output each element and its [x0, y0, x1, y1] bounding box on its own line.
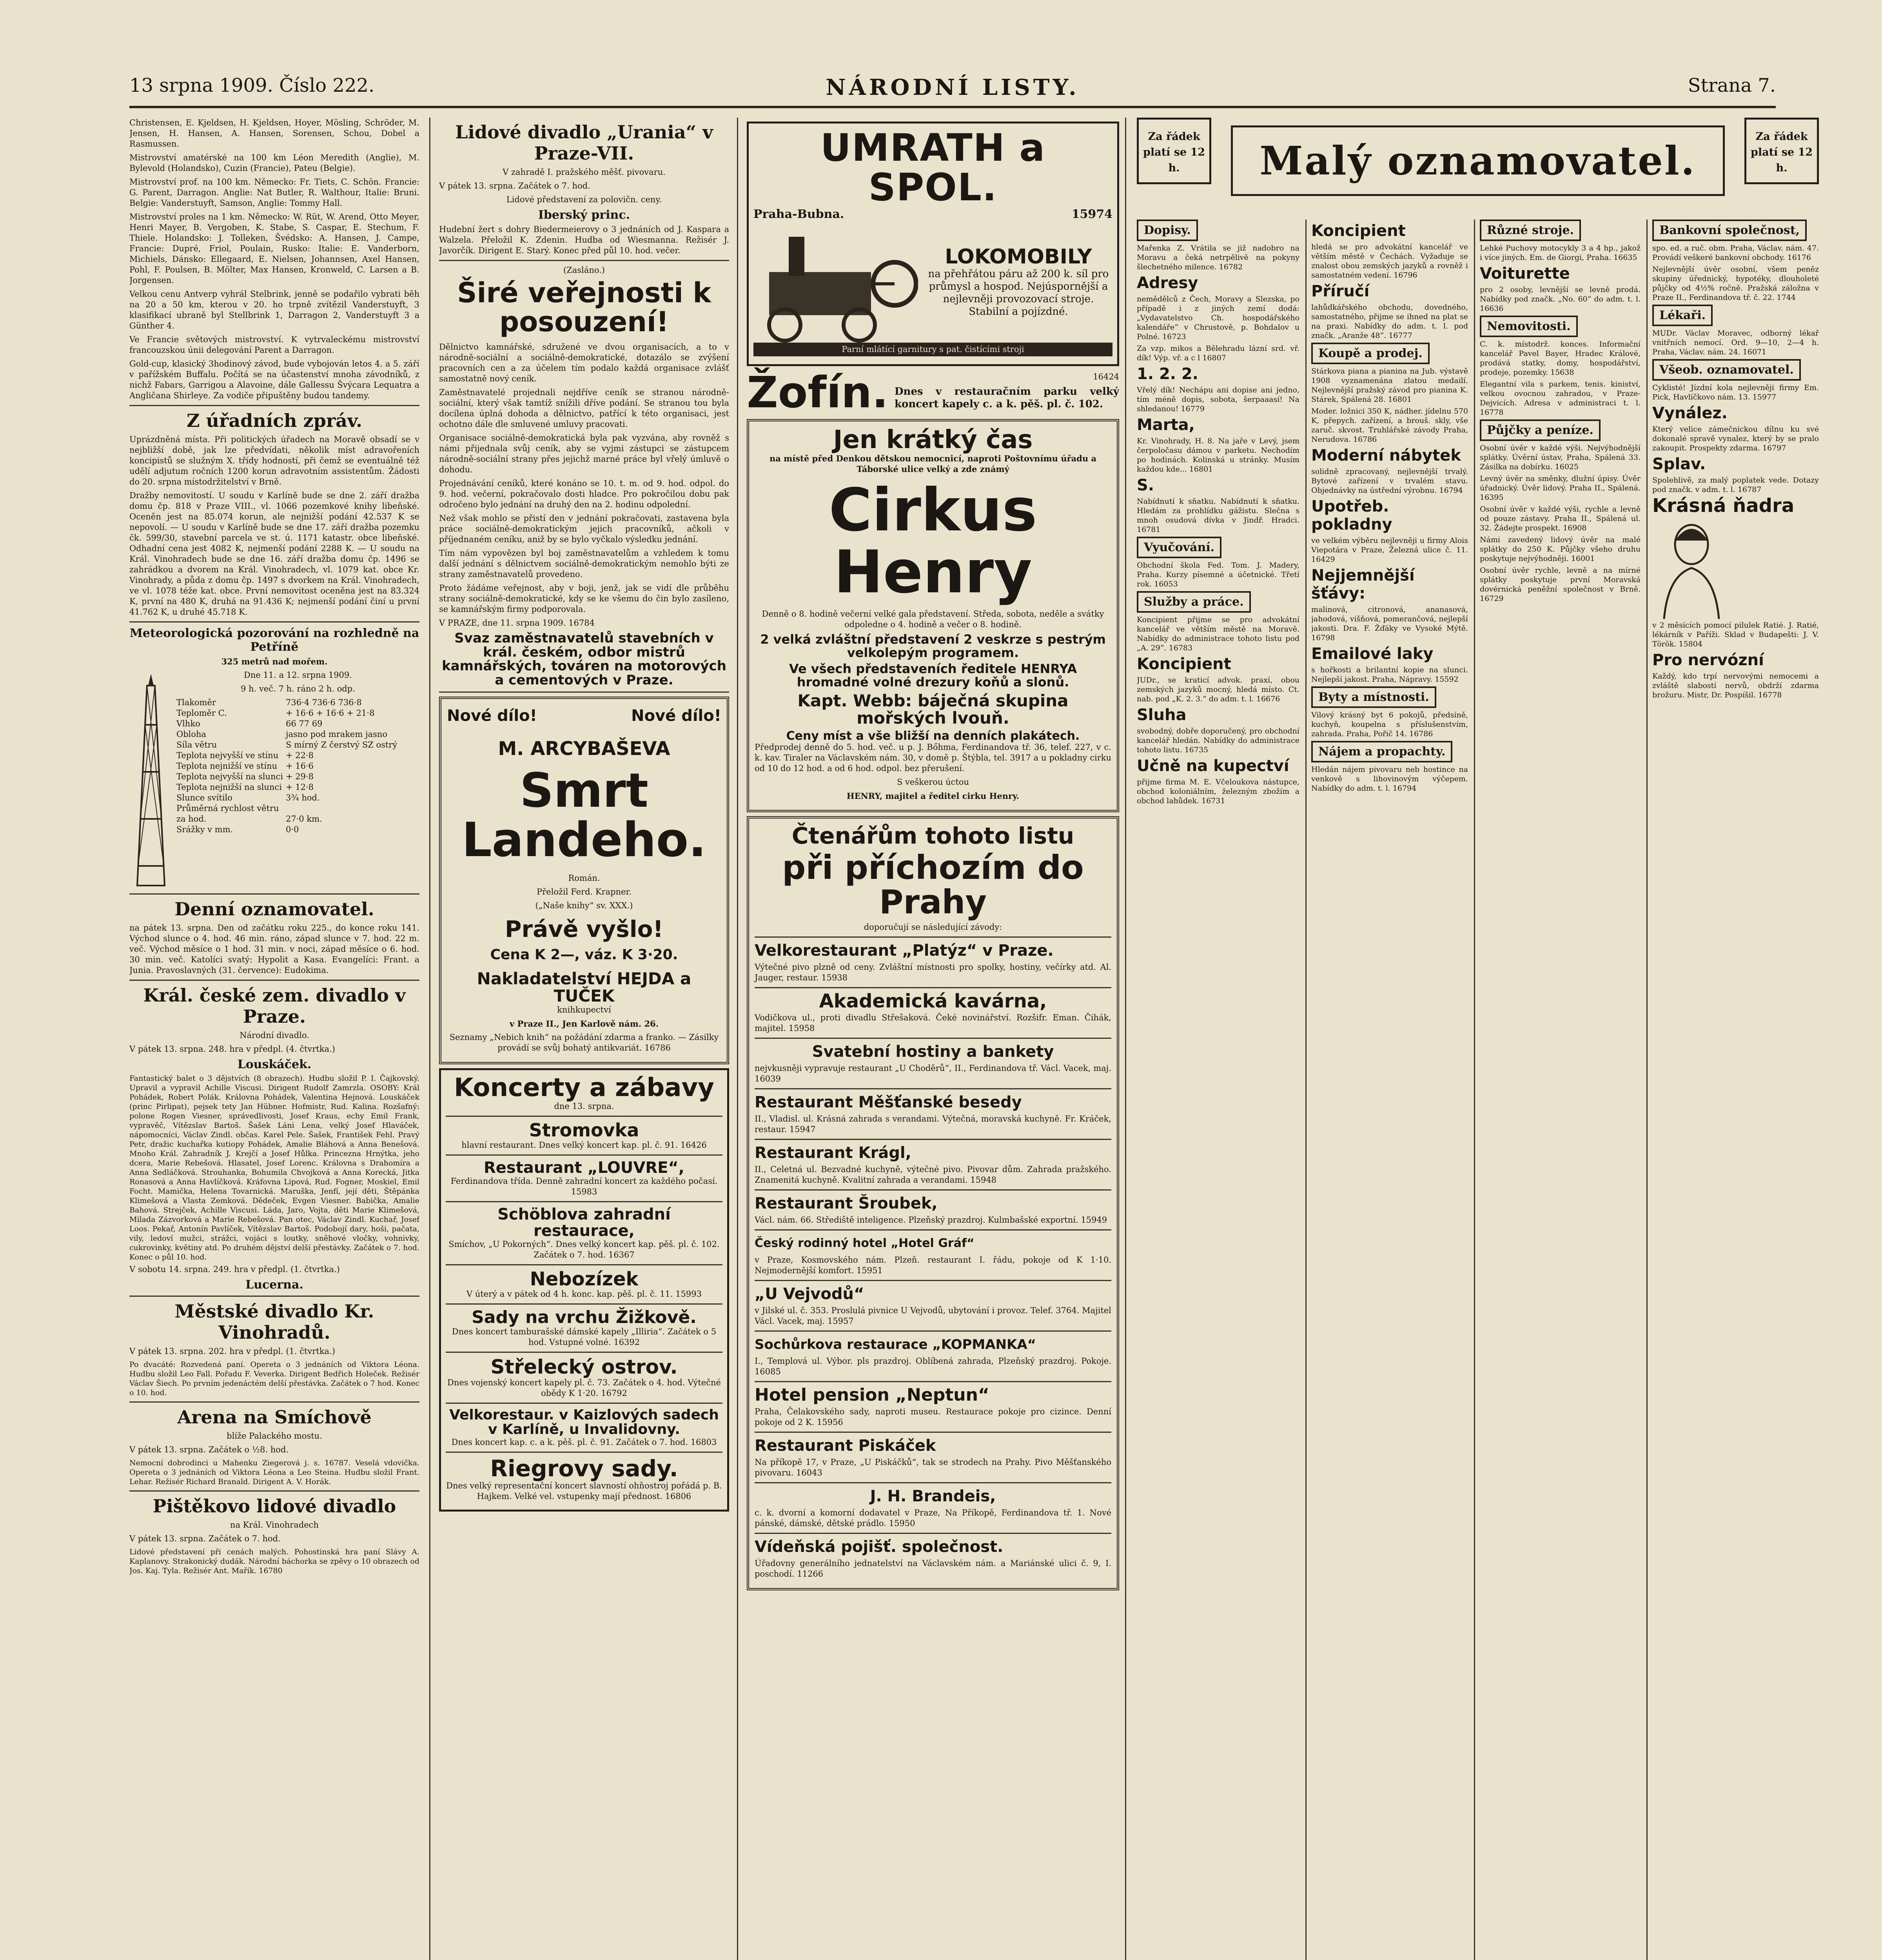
meteo-value: 27·0 km.	[286, 814, 322, 824]
meteo-row	[176, 750, 419, 761]
divider	[446, 1201, 722, 1202]
concert-text: Ferdinandova třída. Denně zahradní koncert za každého počasí. 15983	[450, 1176, 718, 1196]
firm-name: Sochůrkova restaurace „KOPMANKA“	[755, 1336, 1036, 1352]
firm-text: II., Vladisl. ul. Krásná zahrada s verandami. Výtečná, moravská kuchyně. Fr. Kráček, restaur. 15947	[755, 1114, 1111, 1134]
appeal-text: Tím nám vypovězen byl boj zaměstnavatelům a vzhledem k tomu další jednání s dělnictvem sociálně-demokratickým nemohlo býti ze strany zaměstnavatelů provedeno.	[439, 548, 729, 579]
small-ad: Který velice zámečnickou dílnu ku své dokonalé spravě vynalez, který by se pralo zakoupit. Prospekty zdarma. 16797	[1652, 425, 1819, 452]
meteo-row	[176, 761, 419, 771]
firm-name: Český rodinný hotel „Hotel Gráf“	[755, 1236, 975, 1250]
theatre-text: Fantastický balet o 3 dějstvích (8 obrazech). Hudbu složil P. I. Čajkovský. Upravil a vypravil Achille Viscusi. Dirigent Rudolf Zamrzla. OSOBY: Král Pohádek, Robert Polák. Královna Pohádek, Valentina Hejnová. Louskáček (princ Pirlipat), pejsek tety Jan Hübner. Hofmistr, Rud. Kalina. Rozšafný: polone Rogen Viesner, správedlivosti, Josef Kraus, echy Emil Frank, vypravěč, Vítězslav Bartoš. Šašek Láni Lena, velký Josef Hlaváček, nápomocníci, Václav Zindl. občas. Karel Pele. Šašek, František Fehl. Pravý Petr, dražic kuchařka kutiopy Pohádek, Amalie Bláhová a Anna Benešová. Mnoho Král. Zahradník J. Krejčí a Josef Hůlka. Princezna Hrnýtka, jeho dcera, Marie Rebešová. Hlasatel, Josef Lorenc. Královna s Drahomíra a Anna Sedláčková. Strouhanka, Bohumila Chvojková a Anna Korecká, Jitka Ronasová a Anna Havlíčková. Kráfovna Lipová, Rud. Fogner, Moskiel, Emil Focht. Mamička, Helena Tovarnická. Maruška, Jenfí, její děti, Štěpánka Klimešová a Vlasta Zemková. Dědeček, Evgen Viesner. Babička, Amalie Bahová. Strejček, Achille Viscusi. Láda, Jaro, Vojta, děti Marie Klimešová, Milada Zázvorková a Marie Rebešová. Pan otec, Václav Zindl. Kuchař, Josef Loos. Pekař, Antonín Pavlíček, Vítězslav Bartoš. Podobojí dary, hoši, pačata, vily, ledoví mužci, strážci, vojáci s loutky, sněhové vločky, vohnivky, cukrovinky, květiny atd. Po druhém dějství delší přestávky. Začátek o 7. hod. Konec o půl 10. hod.	[129, 1074, 419, 1261]
meteo-key: Síla větru	[176, 740, 217, 750]
daily-text: na pátek 13. srpna. Den od začátku roku 225., do konce roku 141. Východ slunce o 4. hod. 46 min. ráno, západ slunce v 7. hod. 22 m. več. Východ měsíce o 1 hod. 31 min. v noci, západ měsíce o 6. hod. 30 min. več. Katolíci svatý: Hypolit a Kasa. Evangelíci: Frant. a Junia. Pravoslavných (31. července): Eudokima.	[129, 923, 419, 975]
divider	[129, 893, 419, 895]
meteo-value: 66 77 69	[286, 719, 323, 728]
small-ad: spo. ed. a ruč. obm. Praha, Václav. nám. 47. Provádí veškeré bankovní obchody. 16176	[1652, 244, 1819, 262]
divider	[439, 691, 729, 693]
divider	[755, 1432, 1111, 1433]
cycling-text: Mistrovství proles na 1 km. Německo: W. Rüt, W. Arend, Otto Meyer, Henri Mayer, B. Vergoben, K. Stabe, S. Caspar, E. Stechum, F. Thiele. Holandsko: J. Tolleken, Švédsko: A. Hansen, J. Campe, Francie: Dupré, Friol, Poulain, Rusko: Italie: E. Vanderborn, Michiels, Dánsko: Ellegaard, E. Nielsen, Johannsen, Axel Hansen, Pohl, F. Poulsen, B. Mölter, Max Hansen, Kronweld, C. Larsen a B. Jorgensen.	[129, 212, 419, 285]
small-ads-column	[1652, 220, 1819, 1960]
woman-portrait-image	[1652, 517, 1731, 619]
umrath-advert	[747, 122, 1119, 366]
meteo-value: jasno pod mrakem jasno	[286, 730, 388, 739]
concert-text: Dnes koncert tamburašské dámské kapely „Illiria“. Začátek o 5 hod. Vstupné volné. 16392	[452, 1327, 717, 1347]
column-1	[129, 118, 419, 1960]
theatre-text: Hudební žert s dohry Biedermeierovy o 3 jednáních od J. Kaspara a Walzela. Přeložil K. Zdenin. Hudba od Wiesmanna. Režisér J. Javorčík. Dirigent E. Starý. Konec před půl 10. hod. večer.	[439, 225, 729, 255]
ad-category: Dopisy.	[1137, 220, 1198, 241]
ad-heading: Emailové laky	[1311, 645, 1434, 663]
theatre-subtitle: Národní divadlo.	[240, 1031, 309, 1040]
umrath-city: Praha-Bubna.	[753, 207, 844, 221]
small-ad: nemědělců z Čech, Moravy a Slezska, po případě i z jiných zemí dodá: „Vydavatelstvo Ch. hospodářského kalendáře“ v Chrustově, p. Bohdalov u Polné. 16723	[1137, 295, 1299, 341]
small-ad: svobodný, dobře doporučený, pro obchodní kancelář hledán. Nabídky do administrace tohoto listu. 16735	[1137, 727, 1299, 754]
small-ad: Nejlevnější úvěr osobní, všem peněz skupiny úřednický, hypotéky, dlouholeté půjčky od 4½% ročně. Pražská záložna v Praze II., Ferdinandova tř. č. 22. 1744	[1652, 265, 1819, 302]
price-stamp: Za řádek platí se 12 h.	[1137, 118, 1211, 184]
theatre-title: Pištěkovo lidové divadlo	[152, 1495, 396, 1517]
small-ad: přijme firma M. E. Včeloukova nástupce, obchod koloniálním, železným zbožím a obchod lahůdek. 16731	[1137, 778, 1299, 805]
small-ads-banner	[1137, 118, 1819, 208]
book-publisher-type: knihkupectví	[557, 1005, 611, 1015]
small-ad: Námi zavedený lidový úvěr na malé splátky do 250 K. Půjčky všeho druhu poskytuje nejvýhodněji. 16001	[1480, 535, 1641, 563]
readers-box	[747, 816, 1119, 1590]
firm-text: v Jilské ul. č. 353. Proslulá pivnice U Vejvodů, ubytování i provoz. Telef. 3764. Majitel Václ. Vacek, maj. 15957	[755, 1305, 1111, 1326]
meteo-key: Obloha	[176, 730, 207, 739]
concert-text: V úterý a v pátek od 4 h. konc. kap. pěš. pl. č. 11. 15993	[466, 1289, 702, 1299]
book-author: M. ARCYBAŠEVA	[498, 737, 670, 760]
divider	[446, 1116, 722, 1117]
firm-text: Vodičkova ul., proti divadlu Střešaková. Čeké novinářství. Rozšifr. Eman. Čihák, majitel. 15958	[755, 1013, 1111, 1033]
divider	[446, 1154, 722, 1156]
column-3	[747, 118, 1119, 1960]
theatre-title: Arena na Smíchově	[177, 1406, 372, 1428]
small-ads-title: Malý oznamovatel.	[1231, 125, 1725, 196]
ad-heading: Splav.	[1652, 455, 1706, 473]
small-ad: Moder. ložnici 350 K, nádher. jídelnu 570 K, přepych. zařízení, a brouš. skly, vše zaruč. skvost. Truhlářské závody Praha, Nerudova. 16786	[1311, 407, 1468, 444]
cycling-text: Velkou cenu Antverp vyhrál Stelbrink, jenně se podařilo vybrati běh na 20 a 50 km, kterou v 20. ho trpně zvítězil Vanderstuyft, 3 klasifikací ubraně byl Stellbrink 1, Darragon 2, Vanderstuyft 3 a Günther 4.	[129, 289, 419, 330]
ad-category: Vyučování.	[1137, 537, 1221, 558]
book-note: Seznamy „Nebich knih“ na požádání zdarma a franko. — Zásilky provádí se svůj bohatý antikvariát. 16786	[449, 1033, 719, 1053]
appeal-text: Proto žádáme veřejnost, aby v boji, jenž, jak se vidí dle průběhu strany sociálně-demokratické, kdy se ke všemu do čin bylo zasíleno, se kamnářským firmy podporovala.	[439, 583, 729, 614]
small-ad: Nabídnutí k sňatku. Nabídnutí k sňatku. Hledám za prohlídku gážistu. Slečna s mnoh osudová dívka v Jindř. Hradci. 16781	[1137, 497, 1299, 534]
ad-heading: Koncipient	[1311, 222, 1406, 240]
book-advert	[439, 697, 729, 1064]
divider	[446, 1452, 722, 1453]
meteo-row	[176, 824, 419, 835]
ad-heading: Moderní nábytek	[1311, 446, 1461, 465]
circus-presale: Předprodej denně do 5. hod. več. u p. J. Bőhma, Ferdinandova tř. 36, telef. 227, v c. k. kav. Tiraler na Václavském nám. 30, v domě p. Štýbla, tel. 3917 a u pokladny cirku od 10 do 12 hod. a od 6 hod. odpol. bez přerušení.	[755, 742, 1111, 773]
cycling-text: Mistrovství prof. na 100 km. Německo: Fr. Tiets, C. Schön. Francie: G. Parent, Darragon. Anglie: Nat Butler, R. Walthour, Italie: Bruni. Belgie: Vanderstuyft, Samson, Anglie: Tommy Hall.	[129, 177, 419, 208]
divider	[755, 1139, 1111, 1140]
meteo-value: 3¾ hod.	[286, 793, 320, 802]
firm-name: J. H. Brandeis,	[870, 1487, 996, 1505]
small-ad: JUDr., se kraticí advok. praxí, obou zemských jazyků mocný, hledá místo. Ct. nab. pod „K. 2. 3.“ do adm. t. l. 16676	[1137, 676, 1299, 703]
concert-name: Nebozízek	[530, 1268, 639, 1290]
divider	[755, 987, 1111, 988]
small-ad: Hledán nájem pivovaru neb hostince na venkově s lihovinovým výčepem. Nabídky do adm. t. l. 16794	[1311, 765, 1468, 793]
firm-text: Václ. nám. 66. Střediště inteligence. Plzeňský prazdroj. Kulmbašské exportní. 15949	[755, 1215, 1107, 1225]
small-ads-column	[1137, 220, 1299, 1960]
ad-heading: Adresy	[1137, 274, 1198, 292]
small-ad: Kr. Vinohrady, H. 8. Na jaře v Levý, jsem čerpoločasu dámou v parketu. Nechodím po hodinách. Kolinská u stránky. Musím každou kde... 16801	[1137, 437, 1299, 474]
small-ad: lahůdkářského obchodu, dovedného, samostatného, přijme se ihned na plat se na praxi. Nabídky do adm. t. l. pod značk. „Aranže 48“. 16777	[1311, 303, 1468, 340]
appeal-text: Než však mohlo se přistí den v jednání pokračovati, zastavena byla práce sociálně-demokratickým jejich pracovníků, ačkoli v příjednaném ceníku, aniž by se bylo vyčkalo výsledku jednání.	[439, 514, 729, 544]
small-ad: solidně zpracovaný, nejlevnější trvalý. Bytové zařízení v trvalém stavu. Objednávky na ústřední výrobnu. 16794	[1311, 467, 1468, 495]
divider	[446, 1403, 722, 1404]
umrath-product: LOKOMOBILY	[945, 245, 1092, 269]
firm-text: Praha, Čelakovského sady, naproti museu. Restaurace pokoje pro cizince. Denní pokoje od 2 K. 15956	[755, 1406, 1111, 1427]
divider	[755, 1229, 1111, 1230]
meteo-row	[176, 782, 419, 793]
new-work-label: Nové dílo!	[447, 706, 537, 725]
ad-category: Nemovitosti.	[1480, 316, 1578, 337]
cycling-text: Gold-cup, klasický 3hodinový závod, bude vybojován letos 4. a 5. září v pařížském Buffalu. Počítá se na účastenství mnoha závodníků, z nichž Fabars, Garrigou a Alavoine, dále Gallessu Švýcara Lequatra a Angličana Shirleye. Za vodiče připuštěny budou tandemy.	[129, 359, 419, 400]
meteo-block	[129, 670, 419, 889]
meteo-row	[176, 708, 419, 719]
theatre-date: V pátek 13. srpna. 248. hra v předpl. (4. čtvrtka.)	[129, 1044, 335, 1054]
divider	[755, 1280, 1111, 1281]
ad-heading: Učně na kupectví	[1137, 757, 1289, 775]
small-ad: Levný úvěr na směnky, dlužní úpisy. Úvěr úřadnický. Úvěr lidový. Praha II., Spálená. 16395	[1480, 474, 1641, 502]
masthead: NÁRODNÍ LISTY.	[826, 74, 1080, 100]
divider	[446, 1264, 722, 1265]
appeal-text: Dělnictvo kamnářské, sdružené ve dvou organisacích, a to v národně-sociální a sociálně-demokratické, dotazálo se zvýšení pracovních cen a za účelem tím podalo každá organisace zvlášť samostatně nový ceník.	[439, 342, 729, 383]
new-work-label: Nové dílo!	[631, 706, 721, 725]
firm-text: v Praze, Kosmovského nám. Plzeň. restaurant I. řádu, pokoje od K 1·10. Nejmodernější komfort. 15951	[755, 1255, 1111, 1275]
concert-name: Střelecký ostrov.	[490, 1356, 678, 1379]
meteo-hours: 9 h. več. 7 h. ráno 2 h. odp.	[241, 684, 355, 693]
small-ads-column	[1480, 220, 1641, 1960]
column-2	[439, 118, 729, 1960]
divider	[755, 1533, 1111, 1534]
price-stamp: Za řádek platí se 12 h.	[1744, 118, 1819, 184]
firm-name: Restaurant Šroubek,	[755, 1194, 938, 1212]
firm-text: Na příkopě 17, v Praze, „U Piskáčků“, tak se strodech na Prahy. Pivo Měšťanského pivovaru. 16043	[755, 1457, 1111, 1477]
small-ad: pro 2 osoby, levnější se levně prodá. Nabídky pod značk. „No. 60“ do adm. t. l. 16636	[1480, 285, 1641, 313]
firm-name: Hotel pension „Neptun“	[755, 1385, 989, 1405]
divider	[129, 1401, 419, 1403]
small-ad: Každý, kdo trpí nervovými nemocemi a zvláště slabostí nervů, obdrží zdarma brožuru. Mistr, Dr. Pospíšil. 16778	[1652, 672, 1819, 699]
theatre-subtitle: V zahradě I. pražského měšť. pivovaru.	[503, 167, 666, 177]
small-ad: malinová, citronová, ananasová, jahodová, višňová, pomerančová, nejlepší jakosti. Dra. F. Žďáky ve Vysoké Mýtě. 16798	[1311, 605, 1468, 642]
umrath-number: 15974	[1071, 207, 1113, 221]
meteo-value: S mírný Z čerstvý SZ ostrý	[286, 740, 397, 750]
zofin-text: Dnes v restauračním parku velký koncert kapely c. a k. pěš. pl. č. 102.	[895, 385, 1119, 410]
divider	[129, 405, 419, 406]
section-title: Z úřadních zpráv.	[186, 410, 363, 431]
concerts-title: Koncerty a zábavy	[454, 1073, 714, 1103]
readers-title: Čtenářům tohoto listu	[791, 822, 1074, 849]
divider	[129, 1296, 419, 1297]
petrin-tower-image	[129, 670, 172, 889]
small-ad: Cyklisté! Jízdní kola nejlevněji firmy Em. Pick, Havlíčkovo nám. 13. 15977	[1652, 383, 1819, 401]
divider	[129, 621, 419, 622]
book-price: Cena K 2—, váz. K 3·20.	[490, 947, 678, 963]
meteo-key: Teploměr C.	[176, 708, 227, 718]
small-ad: MUDr. Václav Moravec, odborný lékař vnitřních nemocí. Ord. 9—10, 2—4 h. Praha, Václav. nám. 24. 16071	[1652, 329, 1819, 356]
divider	[129, 1490, 419, 1492]
firm-name: Vídeňská pojišť. společnost.	[755, 1537, 1004, 1556]
zofin-advert	[747, 367, 1119, 417]
appeal-text: Organisace sociálně-demokratická byla pak vyzvána, aby rovněž s námi přijednala svůj ceník, aby se vyjmi zástupci se zástupcem národně-sociální strany přes jejichž marné práce byl vřelý úmluvě o dohodu.	[439, 433, 729, 474]
appeal-title: Širé veřejnosti k posouzení!	[457, 277, 711, 338]
theatre-text: Lidové představení při cenách malých. Pohostinská hra paní Slávy A. Kaplanovy. Strakonický dudák. Národní báchorka se zpěvy o 10 obrazech od Jos. Kaj. Tyla. Režisér Ant. Mařík. 16780	[129, 1548, 419, 1575]
firm-text: nejvkusněji vypravuje restaurant „U Choděrů“, II., Ferdinandova tř. Václ. Vacek, maj. 16039	[755, 1063, 1111, 1083]
ad-heading: Příručí	[1311, 282, 1370, 300]
page-header	[129, 71, 1776, 108]
firm-name: Velkorestaurant „Platýz“ v Praze.	[755, 941, 1054, 960]
book-title: Smrt Landeho.	[462, 764, 706, 868]
small-ad: ve velkém výběru nejlevněji u firmy Alois Viepotára v Praze, Železná ulice č. 11. 16429	[1311, 536, 1468, 564]
play-title: Iberský princ.	[538, 208, 630, 222]
circus-webb: Kapt. Webb: báječná skupina mořských lvouň.	[797, 691, 1069, 728]
meteo-key: Teplota nejvyšší na slunci	[176, 772, 283, 781]
divider	[446, 1352, 722, 1353]
small-ad: Obchodní škola Fed. Tom. J. Madery, Praha. Kurzy písemné a účetnické. Třetí rok. 16053	[1137, 561, 1299, 588]
header-date: 13 srpna 1909. Číslo 222.	[129, 74, 375, 96]
circus-headline: Jen krátký čas	[833, 425, 1033, 455]
theatre-subtitle: blíže Palackého mostu.	[227, 1431, 322, 1441]
column-rule	[429, 118, 430, 1960]
meteo-value: 0·0	[286, 825, 299, 834]
theatre-date: V sobotu 14. srpna. 249. hra v předpl. (1. čtvrtka.)	[129, 1265, 340, 1274]
office-text: Dražby nemovitostí. U soudu v Karlíně bude se dne 2. září dražba domu čp. 818 v Praze VIII., vl. 1066 pozemkové knihy libeňské. Oceněn jest na 85.074 korun, ale nejnižší podání 42.537 K se nepovolí. — U soudu v Karlíně bude se dne 17. září dražba pozemku čk. 599/30, stavební parcela ve st. ú. 1171 katastr. obce libeňské. Odhadní cena jest 4082 K, nejmenší podání 2288 K. — U soudu na Král. Vinohradech bude se dne 16. září dražba domu čp. 1496 se zahrádkou a dvorem na Král. Vinohradech, vl. 1079 kat. obce Kr. Vinohrady, a půda z domu čp. 1497 s dvorkem na Král. Vinohradech, ve vl. 1078 téže kat. obce. První nemovitost oceněna jest na 83.324 K, první na 480 K, druhá na 91.436 K; nejmenší podání činí u první 41.762 K, u druhé 45.718 K.	[129, 491, 419, 617]
meteo-key: Teplota nejvyšší ve stínu	[176, 751, 279, 760]
column-rule	[737, 118, 738, 1960]
meteo-title: Meteorologická pozorování na rozhledně na Petříně	[129, 626, 419, 654]
umrath-footer: Parní mlátící garnitury s pat. čistícími stroji	[753, 343, 1113, 356]
meteo-value: + 22·8	[286, 751, 314, 760]
meteo-value: + 16·6 + 16·6 + 21·8	[286, 708, 375, 718]
meteo-row	[176, 740, 419, 750]
divider	[439, 260, 729, 261]
small-ad: v 2 měsících pomocí pilulek Ratié. J. Ratié, lékárník v Paříži. Sklad v Budapešti: J. V. Török. 15804	[1652, 621, 1819, 648]
column-rule	[1305, 220, 1307, 1960]
meteo-row	[176, 771, 419, 782]
circus-name: Cirkus Henry	[829, 476, 1037, 606]
small-ads-column	[1311, 220, 1468, 1960]
concert-text: Dnes velký representační koncert slavností ohňostroj pořádá p. B. Hajkem. Velké vel. vstupenky mají přednost. 16806	[446, 1481, 722, 1501]
column-rule	[1125, 118, 1126, 1960]
firm-name: Restaurant Krágl,	[755, 1143, 911, 1162]
ad-heading: Nejjemnější šťávy:	[1311, 566, 1415, 603]
meteo-subtitle: 325 metrů nad mořem.	[221, 657, 328, 666]
concerts-box	[439, 1068, 729, 1512]
ad-heading: Sluha	[1137, 706, 1187, 724]
meteo-value: + 12·8	[286, 782, 314, 792]
theatre-title: Král. české zem. divadlo v Praze.	[143, 985, 406, 1027]
concert-text: hlavní restaurant. Dnes velký koncert kap. pl. č. 91. 16426	[461, 1140, 707, 1150]
concert-name: Velkorestaur. v Kaizlových sadech v Karlíně, u Invalidovny.	[449, 1406, 719, 1438]
firm-text: I., Templová ul. Výbor. pls prazdroj. Oblíbená zahrada, Plzeňský prazdroj. Pokoje. 16085	[755, 1356, 1111, 1376]
circus-director: HENRY, majitel a ředitel cirku Henry.	[846, 791, 1020, 801]
small-ad: Spolehlivě, za malý poplatek vede. Dotazy pod značk. v adm. t. l. 16787	[1652, 476, 1819, 494]
locomobile-engine-image	[753, 225, 918, 343]
meteo-key: Tlakoměr	[176, 698, 216, 707]
small-ad: s hořkosti a brilantní kopie na slunci. Nejlepší jakost. Praha, Nápravy. 15592	[1311, 666, 1468, 684]
meteo-row	[176, 729, 419, 740]
small-ad: C. k. místodrž. konces. Informační kancelář Pavel Bayer, Hradec Králové, prodává statky, domy, hospodářství, prodeje, pozemky. 15638	[1480, 340, 1641, 377]
circus-extra: 2 velká zvláštní představení 2 veskrze s pestrým velkolepým programem.	[760, 632, 1106, 660]
ad-category: Nájem a propachty.	[1311, 741, 1452, 762]
firm-name: Restaurant Piskáček	[755, 1436, 936, 1455]
small-ad: Stárkova piana a pianina na Jub. výstavě 1908 vyznamenána zlatou medailí. Nejlevnější pražský závod pro pianina K. Stárek, Spálená 28. 16801	[1311, 367, 1468, 404]
concert-name: Schöblova zahradní restaurace,	[497, 1205, 671, 1240]
meteo-date: Dne 11. a 12. srpna 1909.	[244, 670, 352, 680]
circus-advert	[747, 419, 1119, 812]
small-ad: Osobní úvěr v každé výši, rychle a levně od pouze zástavy. Praha II., Spálená ul. 32. Žádejte prospekt. 16908	[1480, 505, 1641, 532]
ad-category: Byty a místnosti.	[1311, 686, 1436, 708]
meteo-key: Srážky v mm.	[176, 825, 233, 834]
meteo-row	[176, 697, 419, 708]
concert-name: Sady na vrchu Žižkově.	[472, 1307, 697, 1327]
cycling-text: Ve Francie světových mistrovství. K vytrvaleckému mistrovství francouzskou únii delegování Parent a Darragon.	[129, 335, 419, 355]
readers-subtitle: při příchozím do Prahy	[782, 848, 1084, 922]
concerts-date: dne 13. srpna.	[554, 1102, 614, 1111]
play-title: Louskáček.	[237, 1058, 312, 1071]
small-ad: Vilový krásný byt 6 pokojů, předsíně, kuchyň, koupelna s příslušenstvím, zahrada. Praha, Pořič 14. 16786	[1311, 711, 1468, 738]
page-number: Strana 7.	[1688, 74, 1776, 96]
cycling-text: Christensen, E. Kjeldsen, H. Kjeldsen, Hoyer, Mösling, Schröder, M. Jensen, H. Hansen, A. Hansen, Sorensen, Schou, Dobel a Rasmussen.	[129, 118, 419, 149]
ad-heading: Marta,	[1137, 416, 1195, 434]
appeal-tag: (Zasláno.)	[563, 265, 605, 275]
appeal-signature: Svaz zaměstnavatelů stavebních v král. českém, odbor mistrů kamnářských, továren na motorových a cementových v Praze.	[442, 630, 726, 688]
theatre-text: Nemocní dobrodinci u Mahenku Ziegerová j. s. 16787. Veselá vdovička. Opereta o 3 jednáních od Viktora Léona a Leo Steina. Hudbu složil Frant. Lehar. Režisér Richard Branald. Dirigent A. V. Horák.	[129, 1459, 419, 1486]
zofin-number: 16424	[1093, 372, 1119, 381]
zofin-name: Žofín.	[747, 367, 888, 417]
circus-subline: na místě před Denkou dětskou nemocnicí, naproti Poštovnímu úřadu a Táborské ulice velký a zde známý	[769, 454, 1097, 474]
circus-benefit: Ve všech představeních ředitele HENRYA hromadné volné drezury koňů a slonů.	[789, 661, 1077, 690]
ad-heading: Krásná ňadra	[1652, 495, 1795, 517]
divider	[129, 980, 419, 981]
firm-name: Restaurant Měšťanské besedy	[755, 1093, 1022, 1111]
ad-category: Bankovní společnost,	[1652, 220, 1807, 241]
umrath-text: na přehřátou páru až 200 k. síl pro průmysl a hospod. Nejúspornější a nejlevněji provozovací stroje. Stabilní a pojízdné.	[928, 268, 1109, 318]
small-ad: Osobní úvěr v každé výši. Nejvýhodnější splátky. Úvěrní ústav, Praha, Spálená 33. Zásilka na dobírku. 16025	[1480, 444, 1641, 471]
ad-heading: Koncipient	[1137, 655, 1231, 673]
ad-category: Různé stroje.	[1480, 220, 1581, 241]
book-translator: Přeložil Ferd. Krapner.	[537, 887, 632, 897]
meteo-value: 736·4 736·6 736·8	[286, 698, 362, 707]
divider	[755, 1189, 1111, 1191]
theatre-text: Po dvacáté: Rozvedená paní. Opereta o 3 jednáních od Viktora Léona. Hudbu složil Leo Fall. Pořadu F. Veverka. Dirigent Bedřich Holeček. Režisér Václav Šiech. Po prvním jedenáctém delší přestávka. Začátek o 7 hod. Konec o 10. hod.	[129, 1360, 419, 1397]
ad-heading: S.	[1137, 476, 1154, 494]
meteo-key: Slunce svítilo	[176, 793, 232, 802]
column-rule	[1646, 220, 1648, 1960]
book-series: („Naše knihy“ sv. XXX.)	[535, 901, 633, 911]
book-out: Právě vyšlo!	[505, 916, 663, 943]
meteo-value: + 16·6	[286, 761, 314, 771]
theatre-date: V pátek 13. srpna. Začátek o 7. hod.	[129, 1534, 281, 1543]
theatre-title: Lidové divadlo „Urania“ v Praze-VII.	[455, 122, 713, 164]
concert-name: Stromovka	[529, 1120, 639, 1141]
divider	[755, 1482, 1111, 1483]
firm-name: Akademická kavárna,	[819, 990, 1047, 1012]
theatre-date: V pátek 13. srpna. 202. hra v předpl. (1. čtvrtka.)	[129, 1347, 335, 1356]
small-ad: Mařenka Z. Vrátila se již nadobro na Moravu a čeká netrpělivě na pokyny šlechetného milence. 16782	[1137, 244, 1299, 271]
ad-heading: Upotřeb. pokladny	[1311, 497, 1392, 534]
firm-text: Výtečné pivo plzně od ceny. Zvláštní místnosti pro spolky, hostiny, večírky atd. Al. Jauger, restaur. 15938	[755, 962, 1111, 982]
appeal-text: Zaměstnavatelé projednali nejdříve ceník se stranou národně-sociální, který však tamtíž snížili dříve podání. Se stranou tou byla docílena úplná dohoda a dělnictvo, patřící k této organisaci, jest ochotno dále dle smluvené umluvy pracovati.	[439, 388, 729, 429]
theatre-date: V pátek 13. srpna. Začátek o ½8. hod.	[129, 1445, 289, 1454]
small-ad: Lehké Puchovy motocykly 3 a 4 hp., jakož i více jiných. Em. de Giorgi, Praha. 16635	[1480, 244, 1641, 262]
small-ad: Koncipient přijme se pro advokátní kancelář ve větším městě na Moravě. Nabídky do administrace tohoto listu pod „A. 29“. 16783	[1137, 615, 1299, 652]
ad-category: Půjčky a peníze.	[1480, 419, 1601, 441]
concert-text: Dnes koncert kap. c. a k. pěš. pl. č. 91. Začátek o 7. hod. 16803	[451, 1437, 717, 1447]
appeal-text: V PRAZE, dne 11. srpna 1909. 16784	[439, 618, 595, 628]
book-address: v Praze II., Jen Karlově nám. 26.	[509, 1019, 659, 1029]
readers-recommend: doporučují se následující závody:	[864, 922, 1002, 932]
meteo-key: Vlhko	[176, 719, 200, 728]
divider	[755, 1088, 1111, 1089]
divider	[446, 1303, 722, 1305]
concert-name: Riegrovy sady.	[490, 1455, 678, 1482]
umrath-name: UMRATH a SPOL.	[820, 126, 1046, 209]
meteo-key: Průměrná rychlost větru za hod.	[176, 804, 279, 824]
firm-name: „U Vejvodů“	[755, 1285, 864, 1303]
small-ad: Osobní úvěr rychle, levně a na mírné splátky poskytuje první Moravská dovérnická peněžní společnost v Brně. 16729	[1480, 566, 1641, 603]
firm-name: Svatební hostiny a bankety	[812, 1042, 1054, 1061]
divider	[755, 1038, 1111, 1039]
ad-heading: Vynález.	[1652, 404, 1728, 422]
divider	[755, 1381, 1111, 1382]
ad-heading: Pro nervózní	[1652, 651, 1764, 669]
meteo-row	[176, 803, 419, 824]
divider	[755, 1330, 1111, 1332]
meteo-row	[176, 793, 419, 803]
theatre-note: Lidové představení za polovičn. ceny.	[506, 195, 662, 204]
cycling-text: Mistrovství amatérské na 100 km Léon Meredith (Anglie), M. Bylevold (Holandsko), Cuzin (Francie), Pateu (Belgie).	[129, 153, 419, 173]
ad-category: Všeob. oznamovatel.	[1652, 359, 1801, 381]
theatre-title: Městské divadlo Kr. Vinohradů.	[174, 1301, 374, 1343]
column-rule	[1474, 220, 1475, 1960]
theatre-date: V pátek 13. srpna. Začátek o 7. hod.	[439, 181, 590, 191]
theatre-subtitle: na Král. Vinohradech	[230, 1520, 319, 1530]
concert-name: Restaurant „LOUVRE“,	[484, 1158, 684, 1177]
firm-text: II., Celetná ul. Bezvadné kuchyně, výtečné pivo. Pivovar dům. Zahrada pražského. Znamenitá kuchyně. Kvalitní zahrada a verandami. 15948	[755, 1164, 1111, 1185]
circus-signed: S veškerou úctou	[897, 777, 969, 787]
section-title: Denní oznamovatel.	[174, 898, 374, 920]
ad-category: Koupě a prodej.	[1311, 343, 1430, 364]
ad-category: Služby a práce.	[1137, 591, 1251, 613]
book-genre: Román.	[568, 873, 600, 883]
ad-heading: Voiturette	[1480, 265, 1570, 283]
circus-prices: Ceny míst a vše bližší na denních plakátech.	[786, 729, 1080, 743]
concert-text: Dnes vojenský koncert kapely pl. č. 73. Začátek o 4. hod. Výtečné obědy K 1·20. 16792	[447, 1377, 721, 1398]
meteo-key: Teplota nejnižší na slunci	[176, 782, 282, 792]
firm-text: c. k. dvorní a komorní dodavatel v Praze, Na Příkopě, Ferdinandova tř. 1. Nové pánské, dámské, dětské prádlo. 15950	[755, 1508, 1111, 1528]
small-ad: Za vzp. mikos a Bělehradu lázní srd. vř. dík! Výp. vř. a c l 16807	[1137, 344, 1299, 362]
concert-text: Smíchov, „U Pokorných“. Dnes velký koncert kap. pěš. pl. č. 102. Začátek o 7. hod. 16367	[448, 1239, 720, 1259]
circus-text: Denně o 8. hodině večerní velké gala představení. Středa, sobota, neděle a svátky odpoledne o 4. hodině a večer o 8. hodině.	[762, 609, 1104, 630]
ad-category: Lékaři.	[1652, 305, 1713, 326]
firm-text: Úřadovny generálního jednatelství na Václavském nám. a Mariánské ulici č. 9, I. poschodí. 11266	[755, 1558, 1111, 1579]
small-ad: hledá se pro advokátní kancelář ve větším městě v Čechách. Vyžaduje se znalost obou zemských jazyků a rovněž i samostatném vedení. 16796	[1311, 243, 1468, 279]
appeal-text: Projednávání ceníků, které konáno se 10. t. m. od 9. hod. odpol. do 9. hod. večerní, pokračovalo dosti hladce. Pro pokročilou dobu pak odročeno bylo jednání na druhý den na 2. hodinu odpolední.	[439, 479, 729, 509]
ad-heading: 1. 2. 2.	[1137, 365, 1198, 383]
meteo-value: + 29·8	[286, 772, 314, 781]
small-ad: Elegantní vila s parkem, tenis. kiniství, velkou ovocnou zahradou, v Praze-Dejvicích. Adresa v administraci t. l. 16778	[1480, 380, 1641, 417]
divider	[755, 936, 1111, 938]
book-publisher: Nakladatelství HEJDA a TUČEK	[477, 969, 691, 1005]
meteo-row	[176, 719, 419, 729]
office-text: Uprázdněná místa. Při politických úřadech na Moravě obsadí se v nejbližší době, jak lze předvídati, několik míst adravořeních koncipistů se služným X. třídy hodností, při čemž se eventuálně též udělí adjutum ročních 1200 korun adravotním assistentům. Žádosti do 20. srpna místodržitelství v Brně.	[129, 435, 419, 486]
meteo-key: Teplota nejnižší ve stínu	[176, 761, 278, 771]
small-ad: Vřelý dík! Nechápu ani dopise ani jedno, tím méně dopis, sobota, šerpaaasí! Na shledanou! 16779	[1137, 386, 1299, 413]
play-title: Lucerna.	[245, 1278, 303, 1292]
